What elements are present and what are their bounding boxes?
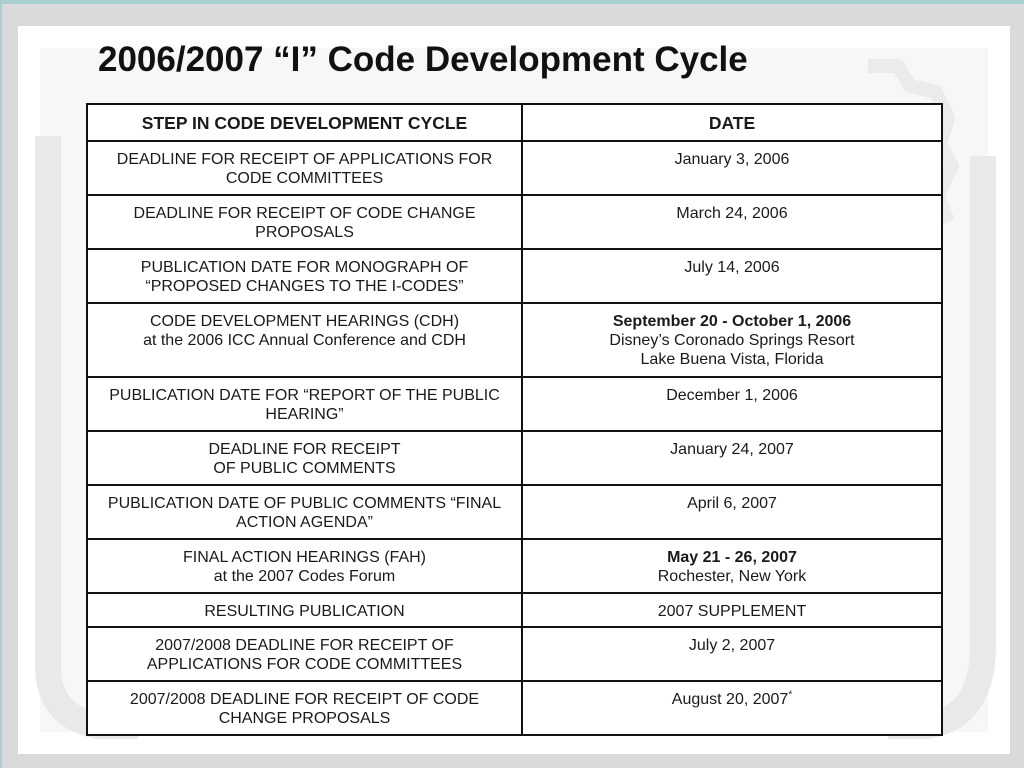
location-text: Lake Buena Vista, Florida (640, 351, 824, 368)
slide (18, 26, 1010, 754)
date-range-bold: May 21 - 26, 2007 (667, 549, 797, 566)
step-cell (87, 377, 522, 431)
date-text: August 20, 2007 (671, 691, 789, 708)
step-text: PROPOSALS (255, 224, 354, 241)
date-text: July 14, 2006 (684, 259, 780, 276)
date-text: April 6, 2007 (687, 495, 777, 512)
step-cell (87, 593, 522, 627)
date-cell (522, 681, 942, 735)
table-row (87, 681, 942, 735)
table-row (87, 431, 942, 485)
step-cell (87, 303, 522, 377)
date-cell (522, 593, 942, 627)
step-text: CODE COMMITTEES (225, 170, 384, 187)
date-text: December 1, 2006 (666, 387, 798, 404)
step-text: DEADLINE FOR RECEIPT (208, 441, 401, 458)
step-text: OF PUBLIC COMMENTS (213, 460, 396, 477)
step-cell (87, 627, 522, 681)
footnote-marker: * (788, 689, 793, 701)
step-text: CHANGE PROPOSALS (218, 710, 391, 727)
step-text: at the 2006 ICC Annual Conference and CDH (143, 332, 466, 349)
step-text: “PROPOSED CHANGES TO THE I-CODES” (145, 278, 464, 295)
location-text: Rochester, New York (657, 568, 807, 585)
date-cell (522, 141, 942, 195)
date-text: January 24, 2007 (670, 441, 794, 458)
slide-title: 2006/2007 “I” Code Development Cycle (98, 40, 748, 79)
table-row (87, 377, 942, 431)
step-text: PUBLICATION DATE FOR “REPORT OF THE PUBLIC (109, 387, 500, 404)
date-cell (522, 377, 942, 431)
column-header-step: STEP IN CODE DEVELOPMENT CYCLE (87, 104, 522, 141)
table-row (87, 303, 942, 377)
table-row (87, 485, 942, 539)
venue-text: Disney’s Coronado Springs Resort (609, 332, 855, 349)
step-text: CODE DEVELOPMENT HEARINGS (CDH) (149, 313, 460, 330)
step-cell (87, 681, 522, 735)
date-cell (522, 627, 942, 681)
date-cell (522, 539, 942, 593)
step-text: ACTION AGENDA” (236, 514, 373, 531)
step-text: PUBLICATION DATE FOR MONOGRAPH OF (140, 259, 469, 276)
table-row (87, 141, 942, 195)
step-cell (87, 539, 522, 593)
step-cell (87, 141, 522, 195)
date-cell (522, 431, 942, 485)
date-cell (522, 485, 942, 539)
step-text: RESULTING PUBLICATION (204, 603, 405, 620)
step-cell (87, 249, 522, 303)
table-row (87, 593, 942, 627)
table-row (87, 249, 942, 303)
column-header-date: DATE (522, 104, 942, 141)
date-cell (522, 249, 942, 303)
step-cell (87, 431, 522, 485)
step-text: 2007/2008 DEADLINE FOR RECEIPT OF CODE (129, 691, 480, 708)
date-cell (522, 303, 942, 377)
table-row (87, 195, 942, 249)
table-row (87, 539, 942, 593)
date-text: July 2, 2007 (688, 637, 776, 654)
step-text: PUBLICATION DATE OF PUBLIC COMMENTS “FINAL (107, 495, 502, 512)
step-cell (87, 195, 522, 249)
date-cell (522, 195, 942, 249)
table-row (87, 627, 942, 681)
step-text: DEADLINE FOR RECEIPT OF APPLICATIONS FOR (116, 151, 493, 168)
date-text: 2007 SUPPLEMENT (657, 603, 807, 620)
date-text: January 3, 2006 (674, 151, 790, 168)
date-range-bold: September 20 - October 1, 2006 (612, 313, 852, 330)
step-cell (87, 485, 522, 539)
step-text: 2007/2008 DEADLINE FOR RECEIPT OF (155, 637, 454, 654)
step-text: HEARING” (265, 406, 344, 423)
date-text: March 24, 2006 (676, 205, 788, 222)
step-text: DEADLINE FOR RECEIPT OF CODE CHANGE (133, 205, 476, 222)
table-header-row (87, 104, 942, 141)
step-text: at the 2007 Codes Forum (213, 568, 396, 585)
step-text: APPLICATIONS FOR CODE COMMITTEES (146, 656, 463, 673)
code-cycle-table (86, 103, 943, 736)
step-text: FINAL ACTION HEARINGS (FAH) (183, 549, 426, 566)
